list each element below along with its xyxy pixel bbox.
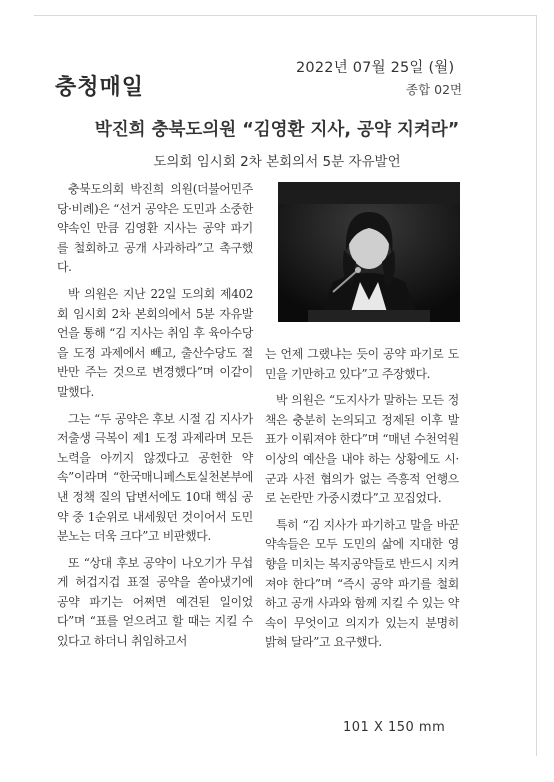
paragraph: 박 의원은 지난 22일 도의회 제402회 임시회 2차 본회의에서 5분 자유발언을 통해 “김 지사는 취임 후 육아수당을 도정 과제에서 빼고, 출산수당도 절반만 주는 것으로 변경했다”며 이같이 말했다.: [57, 286, 253, 399]
article-subheadline: 도의회 임시회 2차 본회의서 5분 자유발언: [153, 154, 401, 170]
paragraph: 또 “상대 후보 공약이 나오기가 무섭게 허겁지겁 표절 공약을 쏟아냈기에 공약 파기는 어쩌면 예견된 일이었다”며 “표를 얻으려고 할 때는 지킬 수 있다고 하더니 취임하고서: [57, 555, 253, 649]
article-left-column: [57, 180, 253, 652]
paragraph: 충북도의회 박진희 의원(더불어민주당·비례)은 “선거 공약은 도민과 소중한 약속인 만큼 김영환 지사는 공약 파기를 철회하고 공개 사과하라”고 촉구했다.: [57, 182, 253, 275]
speaker-photo-illustration: [278, 182, 460, 322]
publication-date: 2022년 07월 25일 (월): [296, 60, 455, 76]
article-photo: [278, 182, 460, 322]
paragraph: 박 의원은 “도지사가 말하는 모든 정책은 충분히 논의되고 정제된 이후 발표가 이뤄져야 한다”며 “매년 수천억원 이상의 예산을 내야 하는 상황에도 시·군과 사전 협의가 없는 즉흥적 언행으로 논란만 가중시켰다”고 꼬집었다.: [265, 393, 459, 506]
paragraph: 특히 “김 지사가 파기하고 말을 바꾼 약속들은 모두 도민의 삶에 지대한 영향을 미치는 복지공약들로 반드시 지켜져야 한다”며 “즉시 공약 파기를 철회하고 공개 사과와 함께 지킬 수 있는 약속이 무엇이고 의지가 있는지 분명히 밝혀 달라”고 요구했다.: [265, 517, 459, 650]
article-headline: 박진희 충북도의원 “김영환 지사, 공약 지켜라”: [94, 120, 460, 140]
clipping-size: 101 X 150 mm: [343, 720, 446, 735]
section-page: 종합 02면: [406, 82, 463, 97]
paragraph: 그는 “두 공약은 후보 시절 김 지사가 저출생 극복이 제1 도정 과제라며 모든 노력을 아끼지 않겠다고 공헌한 약속”이라며 “한국매니페스토실천본부에 낸 정책 질의 답변서에도 10대 핵심 공약 중 1순위로 내세웠던 것이어서 도민 분노는 더욱 크다”고 비판했다.: [57, 411, 253, 544]
article-right-column: [265, 345, 459, 653]
newspaper-logo: 충청매일: [55, 75, 145, 100]
paragraph: 는 언제 그랬냐는 듯이 공약 파기로 도민을 기만하고 있다”고 주장했다.: [265, 347, 459, 381]
